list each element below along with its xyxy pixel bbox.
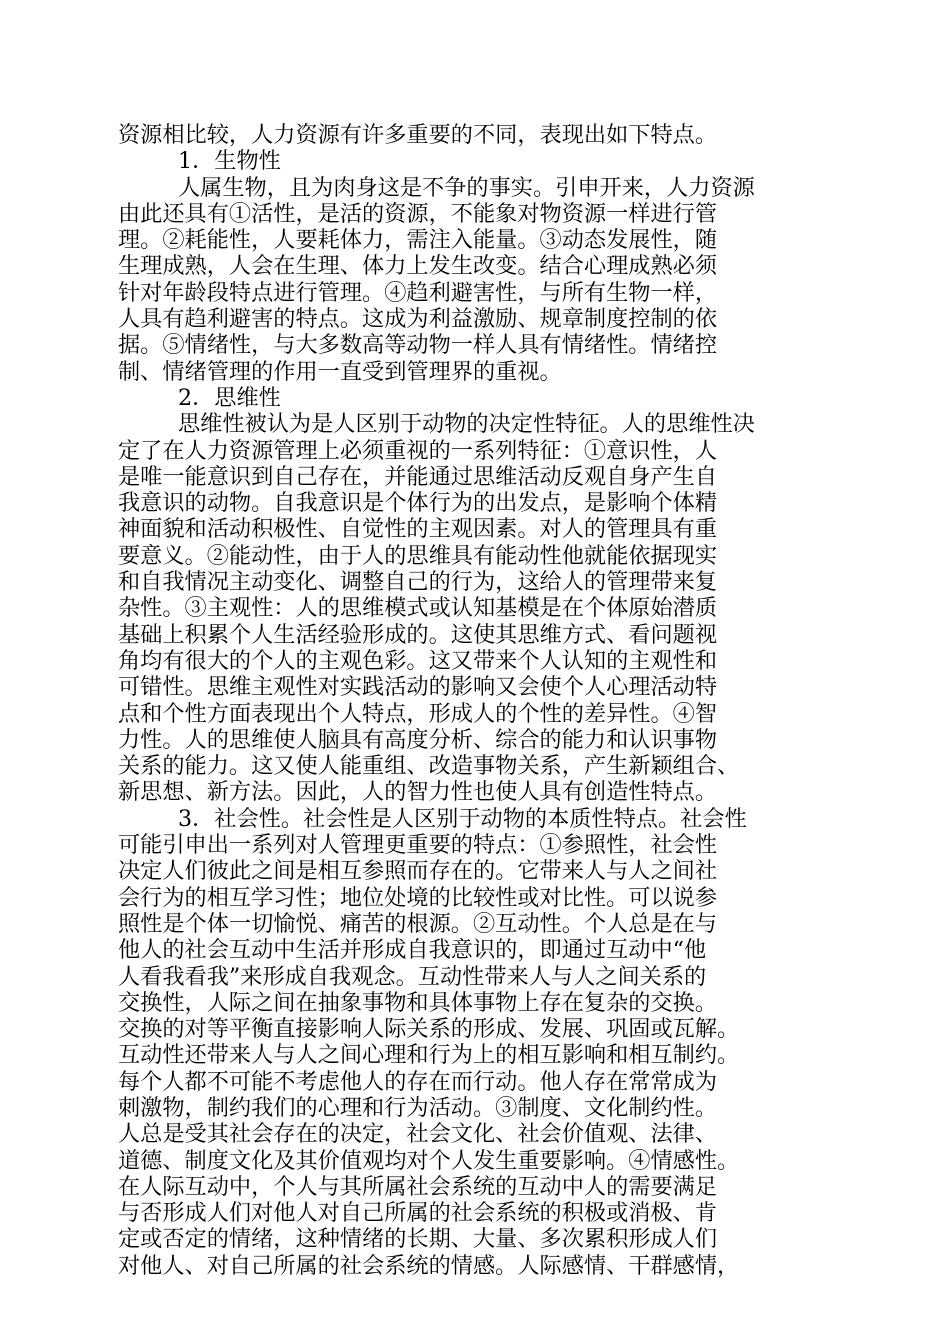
text-line: 每个人都不可能不考虑他人的存在而行动。他人存在常常成为 [118,1068,718,1095]
text-line: 杂性。③主观性：人的思维模式或认知基模是在个体原始潜质 [118,595,718,622]
text-line: 他人的社会互动中生活并形成自我意识的，即通过互动中“他 [118,937,707,964]
text-line: 角均有很大的个人的主观色彩。这又带来个人认知的主观性和 [118,647,718,674]
text-line: 会行为的相互学习性；地位处境的比较性或对比性。可以说参 [118,884,718,911]
text-line: 可能引申出一系列对人管理更重要的特点：①参照性，社会性 [118,832,718,859]
text-line: 关系的能力。这又使人能重组、改造事物关系，产生新颖组合、 [118,753,740,780]
text-line: 与否形成人们对他人对自己所属的社会系统的积极或消极、肯 [118,1200,718,1227]
text-line: 和自我情况主动变化、调整自己的行为，这给人的管理带来复 [118,569,718,596]
text-line: 生理成熟，人会在生理、体力上发生改变。结合心理成熟必须 [118,253,718,280]
text-line: 资源相比较，人力资源有许多重要的不同，表现出如下特点。 [118,122,718,148]
text-line: 据。⑤情绪性，与大多数高等动物一样人具有情绪性。情绪控 [118,332,718,359]
text-line: 新思想、新方法。因此，人的智力性也使人具有创造性特点。 [118,779,718,806]
text-line: 基础上积累个人生活经验形成的。这使其思维方式、看问题视 [118,621,718,648]
text-line: 人看我看我”来形成自我观念。互动性带来人与人之间关系的 [118,963,707,990]
text-line: 在人际互动中，个人与其所属社会系统的互动中人的需要满足 [118,1173,718,1200]
section-heading: 2．思维性 [178,384,281,411]
text-line: 理。②耗能性，人要耗体力，需注入能量。③动态发展性，随 [118,227,718,254]
text-line: 针对年龄段特点进行管理。④趋利避害性，与所有生物一样， [118,279,718,306]
text-line: 交换的对等平衡直接影响人际关系的形成、发展、巩固或瓦解。 [118,1016,740,1043]
text-line: 制、情绪管理的作用一直受到管理界的重视。 [118,358,562,385]
text-line: 交换性，人际之间在抽象事物和具体事物上存在复杂的交换。 [118,989,718,1016]
text-line: 人总是受其社会存在的决定，社会文化、社会价值观、法律、 [118,1121,718,1148]
text-line: 点和个性方面表现出个人特点，形成人的个性的差异性。④智 [118,700,718,727]
text-line: 由此还具有①活性，是活的资源，不能象对物资源一样进行管 [118,200,718,227]
document-page [118,122,834,1279]
section-heading: 3．社会性。社会性是人区别于动物的本质性特点。社会性 [178,805,747,832]
text-line: 定或否定的情绪，这种情绪的长期、大量、多次累积形成人们 [118,1226,718,1253]
text-line: 照性是个体一切愉悦、痛苦的根源。②互动性。个人总是在与 [118,910,718,937]
text-line: 道德、制度文化及其价值观均对个人发生重要影响。④情感性。 [118,1147,740,1174]
text-line: 我意识的动物。自我意识是个体行为的出发点，是影响个体精 [118,490,718,517]
text-line: 刺激物，制约我们的心理和行为活动。③制度、文化制约性。 [118,1094,718,1121]
text-line: 对他人、对自己所属的社会系统的情感。人际感情、干群感情， [118,1252,740,1279]
section-heading: 1．生物性 [178,148,281,175]
text-line: 是唯一能意识到自己存在，并能通过思维活动反观自身产生自 [118,463,718,490]
text-line: 思维性被认为是人区别于动物的决定性特征。人的思维性决 [178,411,755,438]
text-line: 人属生物，且为肉身这是不争的事实。引申开来，人力资源 [178,174,755,201]
text-line: 决定人们彼此之间是相互参照而存在的。它带来人与人之间社 [118,858,718,885]
text-line: 力性。人的思维使人脑具有高度分析、综合的能力和认识事物 [118,726,718,753]
text-line: 要意义。②能动性，由于人的思维具有能动性他就能依据现实 [118,542,718,569]
text-line: 人具有趋利避害的特点。这成为利益激励、规章制度控制的依 [118,306,718,333]
text-line: 可错性。思维主观性对实践活动的影响又会使个人心理活动特 [118,674,718,701]
text-line: 神面貌和活动积极性、自觉性的主观因素。对人的管理具有重 [118,516,718,543]
text-line: 互动性还带来人与人之间心理和行为上的相互影响和相互制约。 [118,1042,740,1069]
text-line: 定了在人力资源管理上必须重视的一系列特征：①意识性，人 [118,437,718,464]
